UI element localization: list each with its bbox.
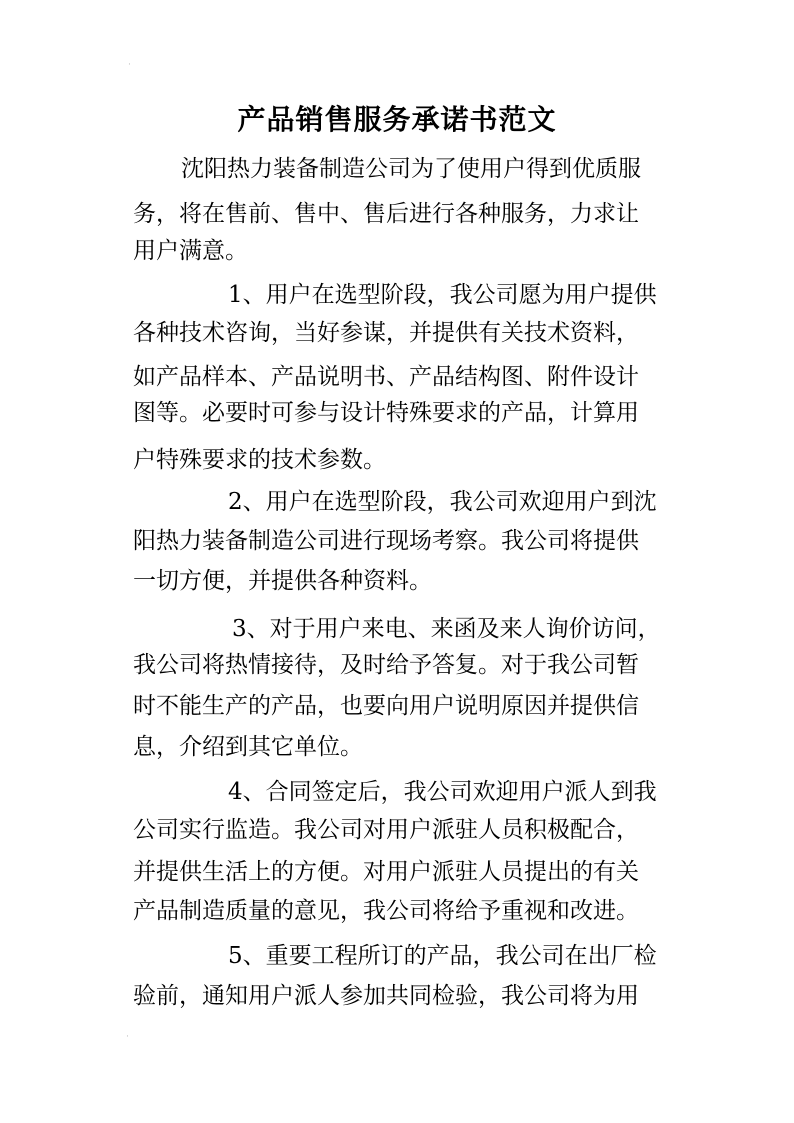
paragraph-line: 各种技术咨询，当好参谋，并提供有关技术资料， — [133, 320, 639, 346]
paragraph-line: 产品制造质量的意见，我公司将给予重视和改进。 — [133, 898, 639, 924]
paragraph-line: 一切方便，并提供各种资料。 — [133, 568, 432, 594]
paragraph-line: 并提供生活上的方便。对用户派驻人员提出的有关 — [133, 859, 639, 885]
paragraph-line: 5、重要工程所订的产品，我公司在出厂检 — [228, 943, 657, 969]
paragraph-line: 用户满意。 — [133, 238, 248, 264]
paragraph-line: 4、合同签定后，我公司欢迎用户派人到我 — [228, 779, 657, 805]
paragraph-line: 息，介绍到其它单位。 — [133, 734, 363, 760]
paragraph-line: 如产品样本、产品说明书、产品结构图、附件设计 — [133, 364, 639, 390]
paragraph-line: 图等。必要时可参与设计特殊要求的产品，计算用 — [133, 400, 639, 426]
paragraph-line: 2、用户在选型阶段，我公司欢迎用户到沈 — [228, 489, 657, 515]
scan-speck: · — [126, 1032, 129, 1042]
paragraph-line: 公司实行监造。我公司对用户派驻人员积极配合， — [133, 817, 639, 843]
paragraph-line: 时不能生产的产品，也要向用户说明原因并提供信 — [133, 693, 639, 719]
paragraph-line: 沈阳热力装备制造公司为了使用户得到优质服 — [181, 156, 641, 182]
paragraph-line: 1、用户在选型阶段，我公司愿为用户提供 — [228, 282, 657, 308]
paragraph-line: 务，将在售前、售中、售后进行各种服务，力求让 — [133, 201, 639, 227]
paragraph-line: 阳热力装备制造公司进行现场考察。我公司将提供 — [133, 528, 639, 554]
paragraph-line: 3、对于用户来电、来函及来人询价访问， — [232, 616, 661, 642]
paragraph-line: 我公司将热情接待，及时给予答复。对于我公司暂 — [133, 652, 639, 678]
paragraph-line: 验前，通知用户派人参加共同检验，我公司将为用 — [133, 983, 639, 1009]
document-title: 产品销售服务承诺书范文 — [237, 103, 557, 136]
paragraph-line: 户特殊要求的技术参数。 — [133, 447, 386, 473]
scan-speck: · — [128, 60, 131, 70]
